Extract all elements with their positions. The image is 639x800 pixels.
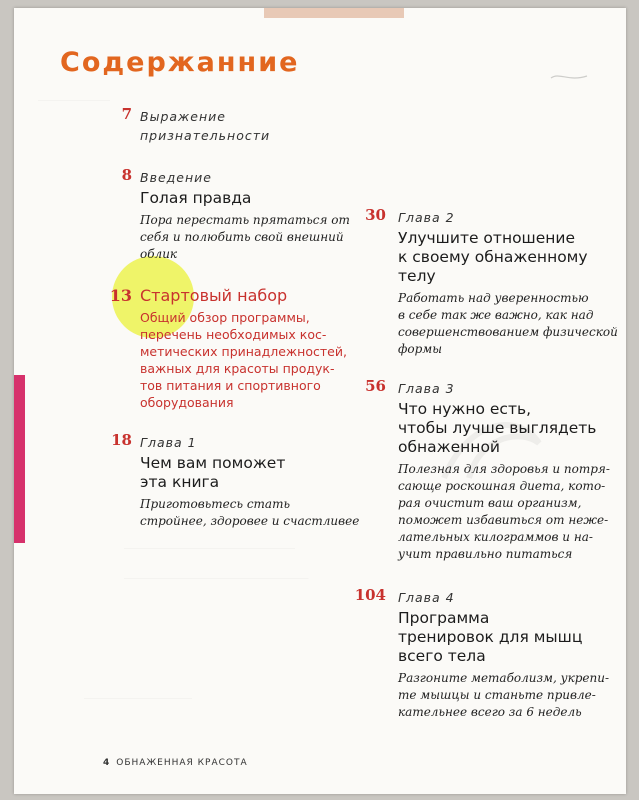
toc-page-number: 30 (365, 206, 386, 224)
toc-description-line: стройнее, здоровее и счастливее (140, 514, 360, 528)
toc-description-line: сающе роскошная диета, кото- (398, 479, 606, 493)
toc-heading: всего тела (398, 647, 486, 665)
toc-heading: обнаженной (398, 438, 500, 456)
page-title: Содержанние (60, 47, 300, 78)
toc-heading: Программа (398, 609, 490, 627)
toc-description-line: формы (398, 342, 443, 356)
toc-description-line: Пора перестать прятаться от (140, 213, 350, 227)
toc-heading: чтобы лучше выглядеть (398, 419, 597, 437)
book-page (14, 8, 626, 794)
toc-description-line: Разгоните метаболизм, укрепи- (398, 671, 610, 685)
toc-description-line: совершенствованием физической (398, 325, 618, 339)
toc-description-line: в себе так же важно, как над (398, 308, 594, 322)
toc-page-number: 7 (121, 105, 132, 123)
edge-tab (14, 375, 25, 543)
toc-description-line: поможет избавиться от неже- (398, 513, 609, 527)
bleed-text: ________________ (38, 91, 110, 101)
logo-mark-icon (549, 70, 589, 84)
toc-description-line: перечень необходимых кос- (140, 327, 327, 342)
toc-description-line: Работать над уверенностью (398, 291, 589, 305)
toc-small-line: Введение (140, 170, 212, 185)
toc-description-line: кательнее всего за 6 недель (398, 705, 582, 719)
footer-page-number: 4 (103, 758, 111, 768)
toc-small-line: признательности (140, 128, 271, 143)
bleed-text: ________________________ (84, 689, 192, 699)
toc-heading: Что нужно есть, (398, 400, 532, 418)
toc-page-number: 13 (109, 286, 132, 305)
bleed-text: _________________________________________ (124, 569, 309, 579)
toc-heading: Чем вам поможет (140, 454, 286, 472)
toc-description-line: учит правильно питаться (398, 547, 573, 561)
toc-heading: Голая правда (140, 189, 252, 207)
toc-description-line: оборудования (140, 395, 234, 410)
toc-page-number: 18 (111, 431, 132, 449)
toc-page-number: 8 (121, 166, 132, 184)
toc-heading: тренировок для мышц (398, 628, 583, 646)
toc-description-line: Полезная для здоровья и потря- (398, 462, 610, 476)
toc-small-line: Глава 1 (140, 435, 197, 450)
toc-description-line: метических принадлежностей, (140, 344, 347, 359)
toc-description-line: важных для красоты продук- (140, 361, 335, 376)
toc-description-line: облик (140, 247, 178, 261)
toc-description-line: тов питания и спортивного (140, 378, 321, 393)
toc-description-line: те мышцы и станьте привле- (398, 688, 596, 702)
footer-book-title: ОБНАЖЕННАЯ КРАСОТА (116, 758, 248, 768)
toc-small-line: Глава 3 (398, 381, 455, 396)
bleed-text: ______________________________________ (124, 539, 295, 549)
toc-description-line: рая очистит ваш организм, (398, 496, 582, 510)
toc-description-line: себя и полюбить свой внешний (140, 230, 344, 244)
toc-description-line: Общий обзор программы, (140, 310, 310, 325)
toc-page-number: 104 (354, 586, 386, 604)
photo-edge (264, 8, 404, 18)
toc-heading: эта книга (140, 473, 220, 491)
toc-small-line: Выражение (140, 109, 226, 124)
toc-description-line: лательных килограммов и на- (398, 530, 593, 544)
toc-small-line: Глава 2 (398, 210, 455, 225)
toc-heading: телу (398, 267, 436, 285)
page-footer (103, 758, 248, 768)
toc-description-line: Приготовьтесь стать (140, 497, 290, 511)
toc-heading: к своему обнаженному (398, 248, 588, 266)
toc-small-line: Глава 4 (398, 590, 455, 605)
toc-heading: Улучшите отношение (398, 229, 576, 247)
toc-page-number: 56 (365, 377, 386, 395)
toc-heading: Стартовый набор (140, 286, 288, 305)
